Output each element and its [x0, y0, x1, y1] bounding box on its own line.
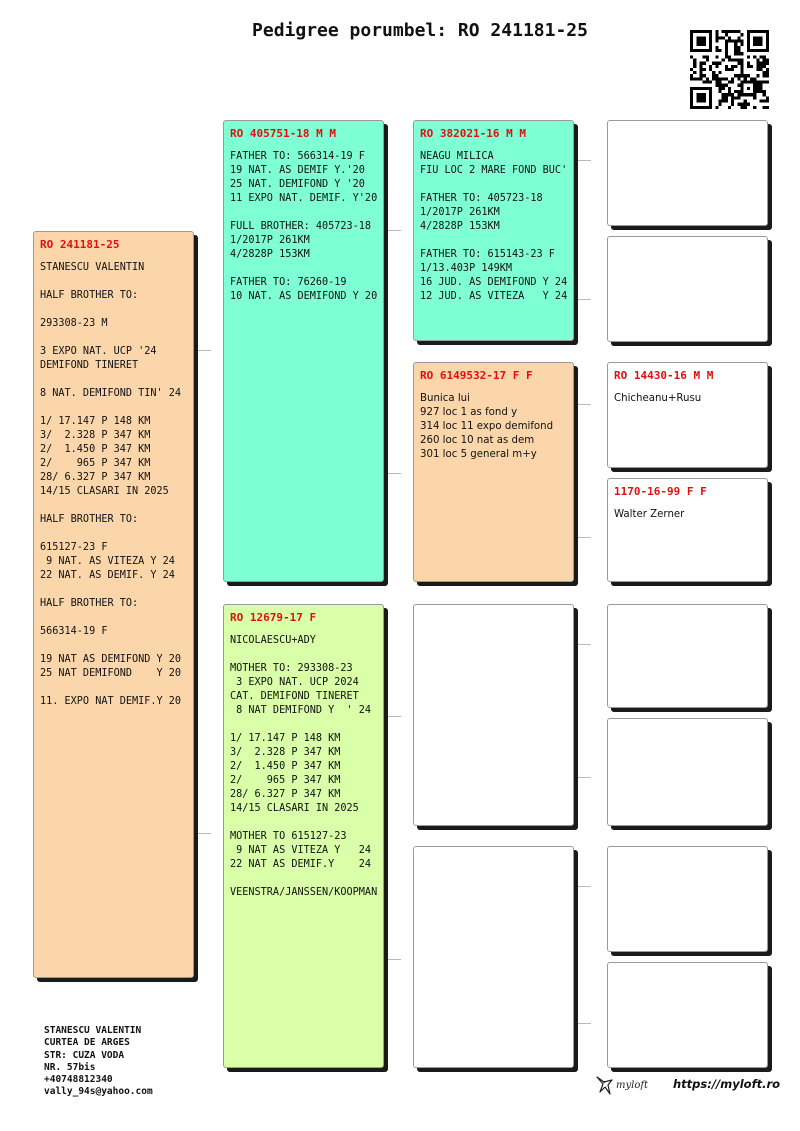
pigeon-card-dds[interactable]: [607, 846, 768, 952]
page-title: Pedigree porumbel: RO 241181-25: [252, 20, 588, 41]
brand-logo[interactable]: [594, 1074, 648, 1096]
pigeon-card-sire-dam[interactable]: [413, 362, 574, 582]
connector: [576, 160, 591, 300]
text-line: 2/ 965 P 347 KM: [40, 458, 151, 469]
text-line: 10 NAT. AS DEMIFOND Y 20: [230, 291, 378, 302]
text-line: [230, 206, 377, 220]
text-line: 2/ 965 P 347 KM: [230, 775, 341, 786]
text-line: 1/ 17.147 P 148 KM: [230, 733, 341, 744]
text-line: CURTEA DE ARGES: [44, 1037, 130, 1049]
text-line: HALF BROTHER TO:: [40, 514, 139, 525]
text-line: 301 loc 5 general m+y: [420, 449, 537, 460]
connector: [196, 350, 211, 834]
notes: [230, 634, 377, 900]
text-line: 11 EXPO NAT. DEMIF. Y'20: [230, 193, 378, 204]
brand-name: myloft: [616, 1079, 649, 1091]
text-line: MOTHER TO 615127-23: [230, 831, 347, 842]
text-line: STANESCU VALENTIN: [40, 262, 145, 273]
text-line: 3 EXPO NAT. UCP '24: [40, 346, 157, 357]
ring-number: RO 241181-25: [40, 238, 120, 251]
text-line: CAT. DEMIFOND TINERET: [230, 691, 359, 702]
text-line: 4/2828P 153KM: [420, 221, 500, 232]
text-line: HALF BROTHER TO:: [40, 290, 139, 301]
notes: [230, 150, 377, 304]
text-line: 615127-23 F: [40, 542, 108, 553]
text-line: [230, 872, 377, 886]
pigeon-card-dam-dam[interactable]: [413, 846, 574, 1068]
text-line: 260 loc 10 nat as dem: [420, 435, 535, 446]
pigeon-card-sire-sire[interactable]: [413, 120, 574, 341]
text-line: [40, 499, 187, 513]
text-line: 8 NAT. DEMIFOND TIN' 24: [40, 388, 182, 399]
text-line: [230, 262, 377, 276]
qr-code-icon[interactable]: [690, 30, 769, 109]
ring-number: RO 405751-18 M M: [230, 127, 336, 140]
text-line: 3/ 2.328 P 347 KM: [40, 430, 151, 441]
text-line: [230, 816, 377, 830]
text-line: 16 JUD. AS DEMIFOND Y 24: [420, 277, 568, 288]
text-line: 2/ 1.450 P 347 KM: [40, 444, 151, 455]
text-line: [40, 275, 187, 289]
text-line: 9 NAT AS VITEZA Y 24: [230, 845, 372, 856]
text-line: STR: CUZA VODA: [44, 1049, 125, 1061]
text-line: 8 NAT DEMIFOND Y ' 24: [230, 705, 372, 716]
text-line: [420, 234, 567, 248]
text-line: [40, 611, 187, 625]
text-line: 22 NAT. AS DEMIF. Y 24: [40, 570, 175, 581]
notes: [40, 261, 187, 709]
pigeon-card-sire[interactable]: [223, 120, 384, 582]
text-line: Chicheanu+Rusu: [614, 393, 702, 404]
connector: [576, 644, 591, 778]
text-line: 1/2017P 261KM: [230, 235, 310, 246]
text-line: MOTHER TO: 293308-23: [230, 663, 353, 674]
ring-number: RO 6149532-17 F F: [420, 369, 533, 382]
bird-logo-icon: [594, 1074, 614, 1096]
text-line: DEMIFOND TINERET: [40, 360, 139, 371]
ring-number: RO 12679-17 F: [230, 611, 317, 624]
connector: [386, 716, 401, 960]
pigeon-card-ddd[interactable]: [607, 962, 768, 1068]
text-line: 2/ 1.450 P 347 KM: [230, 761, 341, 772]
pigeon-card-ssd[interactable]: [607, 236, 768, 342]
text-line: 314 loc 11 expo demifond: [420, 421, 554, 432]
text-line: [40, 373, 187, 387]
text-line: 1/ 17.147 P 148 KM: [40, 416, 151, 427]
text-line: 1/13.403P 149KM: [420, 263, 513, 274]
owner-address: [44, 1025, 153, 1099]
notes: [614, 392, 761, 406]
pigeon-card-sire-dam-sire[interactable]: [607, 362, 768, 468]
ring-number: 1170-16-99 F F: [614, 485, 707, 498]
text-line: NEAGU MILICA: [420, 151, 494, 162]
text-line: 22 NAT AS DEMIF.Y 24: [230, 859, 372, 870]
pigeon-card-dam-sire[interactable]: [413, 604, 574, 826]
ring-number: RO 382021-16 M M: [420, 127, 526, 140]
text-line: 19 NAT. AS DEMIF Y.'20: [230, 165, 365, 176]
text-line: [40, 639, 187, 653]
text-line: [230, 718, 377, 732]
text-line: [420, 178, 567, 192]
text-line: STANESCU VALENTIN: [44, 1025, 142, 1036]
text-line: Walter Zerner: [614, 509, 685, 520]
text-line: [40, 401, 187, 415]
text-line: 25 NAT DEMIFOND Y 20: [40, 668, 182, 679]
text-line: 25 NAT. DEMIFOND Y '20: [230, 179, 365, 190]
notes: [420, 392, 567, 462]
text-line: 12 JUD. AS VITEZA Y 24: [420, 291, 568, 302]
text-line: 293308-23 M: [40, 318, 108, 329]
text-line: 3 EXPO NAT. UCP 2024: [230, 677, 359, 688]
text-line: 1/2017P 261KM: [420, 207, 500, 218]
text-line: [40, 681, 187, 695]
text-line: 28/ 6.327 P 347 KM: [40, 472, 151, 483]
notes: [614, 508, 761, 522]
ring-number: RO 14430-16 M M: [614, 369, 714, 382]
pigeon-card-dam[interactable]: [223, 604, 384, 1068]
text-line: Bunica lui: [420, 393, 470, 404]
text-line: 11. EXPO NAT DEMIF.Y 20: [40, 696, 182, 707]
text-line: 4/2828P 153KM: [230, 249, 310, 260]
text-line: 14/15 CLASARI IN 2025: [230, 803, 359, 814]
connector: [576, 404, 591, 538]
text-line: FATHER TO: 405723-18: [420, 193, 543, 204]
connector: [386, 230, 401, 474]
pigeon-card-sire-dam-dam[interactable]: [607, 478, 768, 582]
text-line: 9 NAT. AS VITEZA Y 24: [40, 556, 175, 567]
text-line: [40, 583, 187, 597]
text-line: 3/ 2.328 P 347 KM: [230, 747, 341, 758]
pigeon-card-sss[interactable]: [607, 120, 768, 226]
text-line: FATHER TO: 615143-23 F: [420, 249, 555, 260]
pigeon-card-subject[interactable]: [33, 231, 194, 978]
text-line: [40, 331, 187, 345]
text-line: 927 loc 1 as fond y: [420, 407, 518, 418]
notes: [420, 150, 567, 304]
text-line: [40, 527, 187, 541]
text-line: +40748812340: [44, 1074, 113, 1086]
text-line: 14/15 CLASARI IN 2025: [40, 486, 169, 497]
text-line: NICOLAESCU+ADY: [230, 635, 316, 646]
text-line: VEENSTRA/JANSSEN/KOOPMAN: [230, 887, 378, 898]
text-line: 566314-19 F: [40, 626, 108, 637]
connector: [576, 886, 591, 1024]
text-line: FATHER TO: 566314-19 F: [230, 151, 365, 162]
text-line: NR. 57bis: [44, 1061, 96, 1073]
text-line: [230, 648, 377, 662]
text-line: FATHER TO: 76260-19: [230, 277, 347, 288]
pigeon-card-dsd[interactable]: [607, 718, 768, 826]
text-line: 28/ 6.327 P 347 KM: [230, 789, 341, 800]
text-line: HALF BROTHER TO:: [40, 598, 139, 609]
text-line: FULL BROTHER: 405723-18: [230, 221, 372, 232]
text-line: 19 NAT AS DEMIFOND Y 20: [40, 654, 182, 665]
pigeon-card-dss[interactable]: [607, 604, 768, 708]
text-line: vally_94s@yahoo.com: [44, 1086, 153, 1098]
text-line: FIU LOC 2 MARE FOND BUC': [420, 165, 568, 176]
text-line: [40, 303, 187, 317]
brand-url-link[interactable]: https://myloft.ro: [673, 1077, 781, 1091]
